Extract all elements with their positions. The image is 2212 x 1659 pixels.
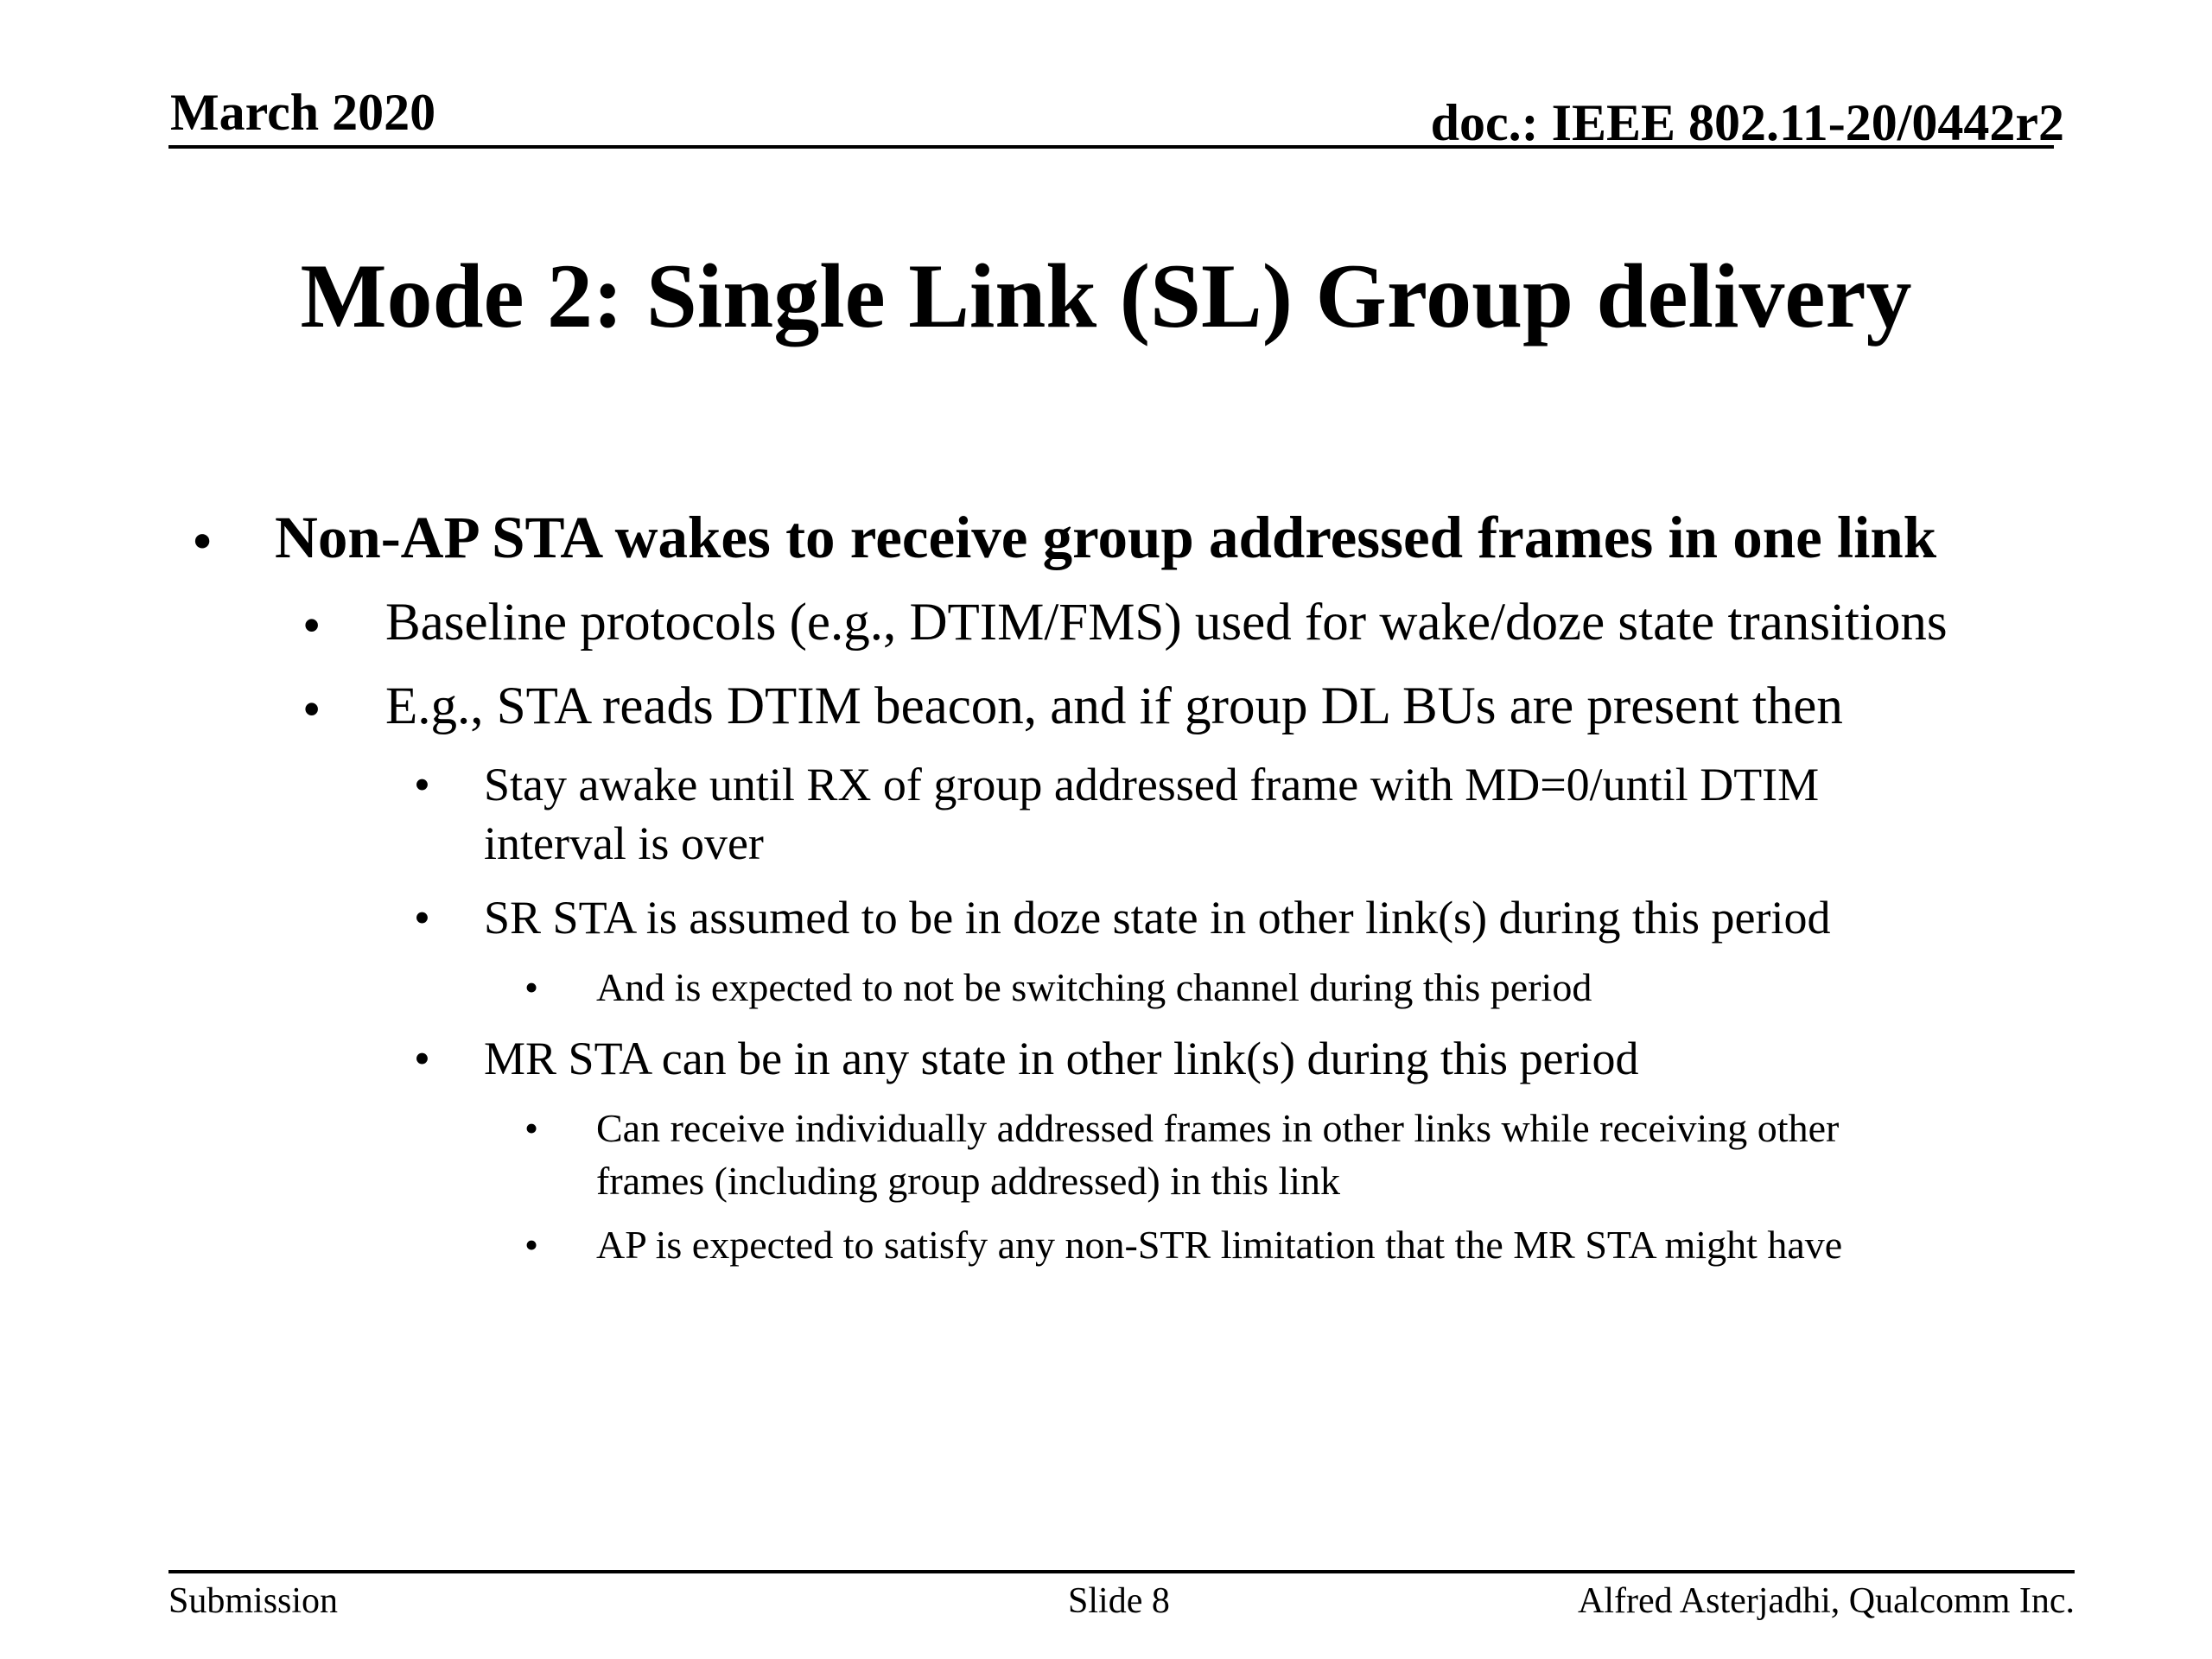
header-date: March 2020 <box>170 84 436 141</box>
bullet-text: MR STA can be in any state in other link(s) during this period <box>484 1033 1639 1084</box>
bullet-text: Non-AP STA wakes to receive group addressed frames in one link <box>275 505 1937 570</box>
bullet-text: AP is expected to satisfy any non-STR limitation that the MR STA might have <box>596 1223 1843 1267</box>
bullet-icon: • <box>302 597 321 655</box>
bullet-text-line1: Stay awake until RX of group addressed frame with MD=0/until DTIM <box>484 759 1820 810</box>
bullet-text: Baseline protocols (e.g., DTIM/FMS) used for wake/doze state transitions <box>385 594 1948 652</box>
bullet-icon: • <box>524 1106 539 1150</box>
footer-divider <box>168 1570 2075 1573</box>
bullet-text: E.g., STA reads DTIM beacon, and if group DL BUs are present then <box>385 677 1843 735</box>
bullet-text: SR STA is assumed to be in doze state in other link(s) during this period <box>484 892 1831 944</box>
bullet-icon: • <box>302 681 321 739</box>
bullet-icon: • <box>414 759 430 810</box>
bullet-icon: • <box>414 892 430 944</box>
bullet-text-line2: frames (including group addressed) in this link <box>596 1159 1341 1203</box>
bullet-icon: • <box>414 1033 430 1084</box>
footer-author: Alfred Asterjadhi, Qualcomm Inc. <box>1578 1581 2075 1621</box>
bullet-text-line2: interval is over <box>484 817 764 869</box>
bullet-text-line1: Can receive individually addressed frames in other links while receiving other <box>596 1106 1840 1150</box>
bullet-icon: • <box>524 1223 539 1267</box>
bullet-text: And is expected to not be switching channel during this period <box>596 965 1592 1009</box>
bullet-icon: • <box>524 965 539 1009</box>
header-doc-id: doc.: IEEE 802.11-20/0442r2 <box>1430 94 2064 151</box>
slide-title: Mode 2: Single Link (SL) Group delivery <box>300 245 1912 346</box>
footer-slide-number: Slide 8 <box>1068 1581 1170 1621</box>
footer-submission: Submission <box>168 1581 339 1621</box>
bullet-icon: • <box>192 508 213 574</box>
